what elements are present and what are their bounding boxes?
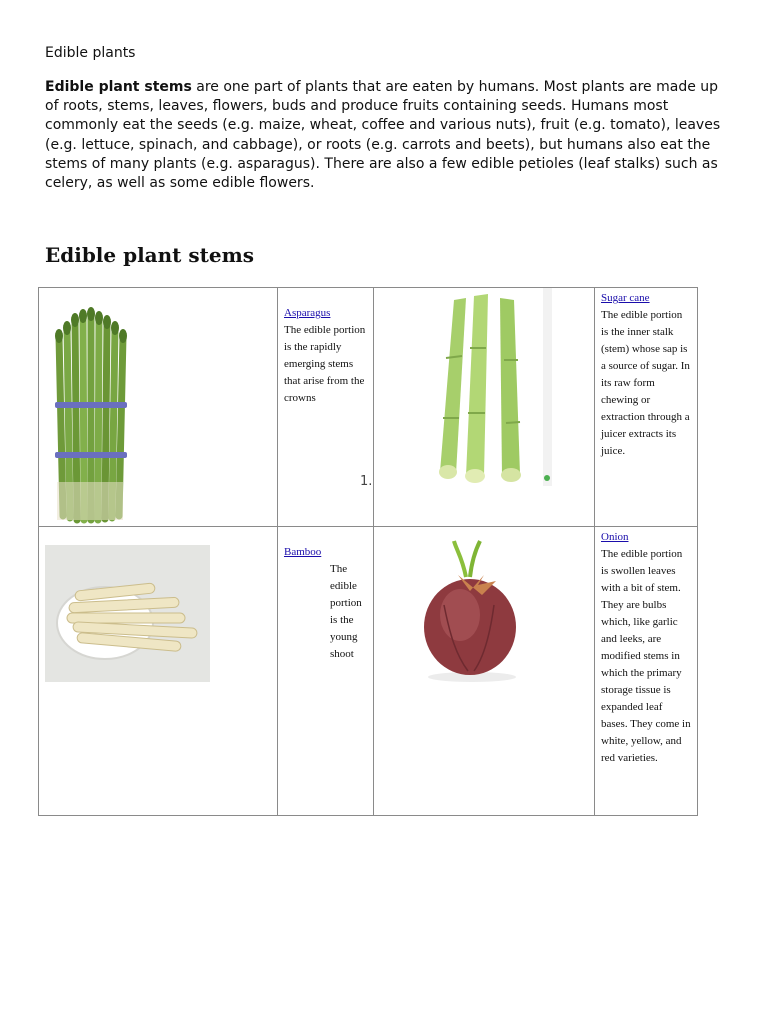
- asparagus-link[interactable]: Asparagus: [284, 307, 331, 319]
- sugar-cane-description-cell: [595, 288, 698, 527]
- intro-bold-term: Edible plant stems: [45, 79, 192, 95]
- section-heading: Edible plant stems: [45, 243, 255, 267]
- asparagus-description-cell: [278, 288, 374, 527]
- bamboo-description-cell: [278, 527, 374, 816]
- asparagus-image-cell: [39, 288, 278, 527]
- document-label: Edible plants: [45, 45, 136, 61]
- sugar-cane-link[interactable]: Sugar cane: [601, 292, 650, 304]
- onion-link[interactable]: Onion: [601, 531, 629, 543]
- bamboo-description: The edible portion is the young shoot: [330, 563, 362, 660]
- onion-description: The edible portion is swollen leaves with a bit of stem. They are bulbs which, like garlic and leeks, are modified stems in which the primary storage tissue is expanded leaf bases. They come in white, yellow, and red varieties.: [601, 548, 691, 764]
- onion-image-cell: [374, 527, 595, 816]
- bamboo-link[interactable]: Bamboo: [284, 546, 322, 558]
- sugar-cane-description: The edible portion is the inner stalk (stem) whose sap is a source of sugar. In its raw form chewing or extraction through a juicer extracts its juice.: [601, 309, 690, 457]
- sugar-cane-image-cell: [374, 288, 595, 527]
- onion-description-cell: [595, 527, 698, 816]
- intro-text: are one part of plants that are eaten by humans. Most plants are made up of roots, stems, leaves, flowers, buds and produce fruits containing seeds. Humans most commonly eat the seeds (e.g. maize, wheat, coffee and various nuts), fruit (e.g. tomato), leaves (e.g. lettuce, spinach, and cabbage), or roots (e.g. carrots and beets), but humans also eat the stems of many plants (e.g. asparagus). There are also a few edible petioles (leaf stalks) such as celery, as well as some edible flowers.: [45, 79, 721, 192]
- asparagus-description: The edible portion is the rapidly emerging stems that arise from the crowns: [284, 324, 366, 404]
- edible-stems-table: [38, 287, 698, 816]
- sugar-cane-image: [426, 288, 552, 486]
- bamboo-image-cell: [39, 527, 278, 816]
- intro-paragraph: [45, 78, 725, 193]
- list-marker: 1.: [360, 474, 373, 489]
- red-onion-image: [404, 535, 534, 685]
- bamboo-shoots-bowl-image: [45, 545, 210, 682]
- asparagus-bundle-image: [45, 306, 137, 527]
